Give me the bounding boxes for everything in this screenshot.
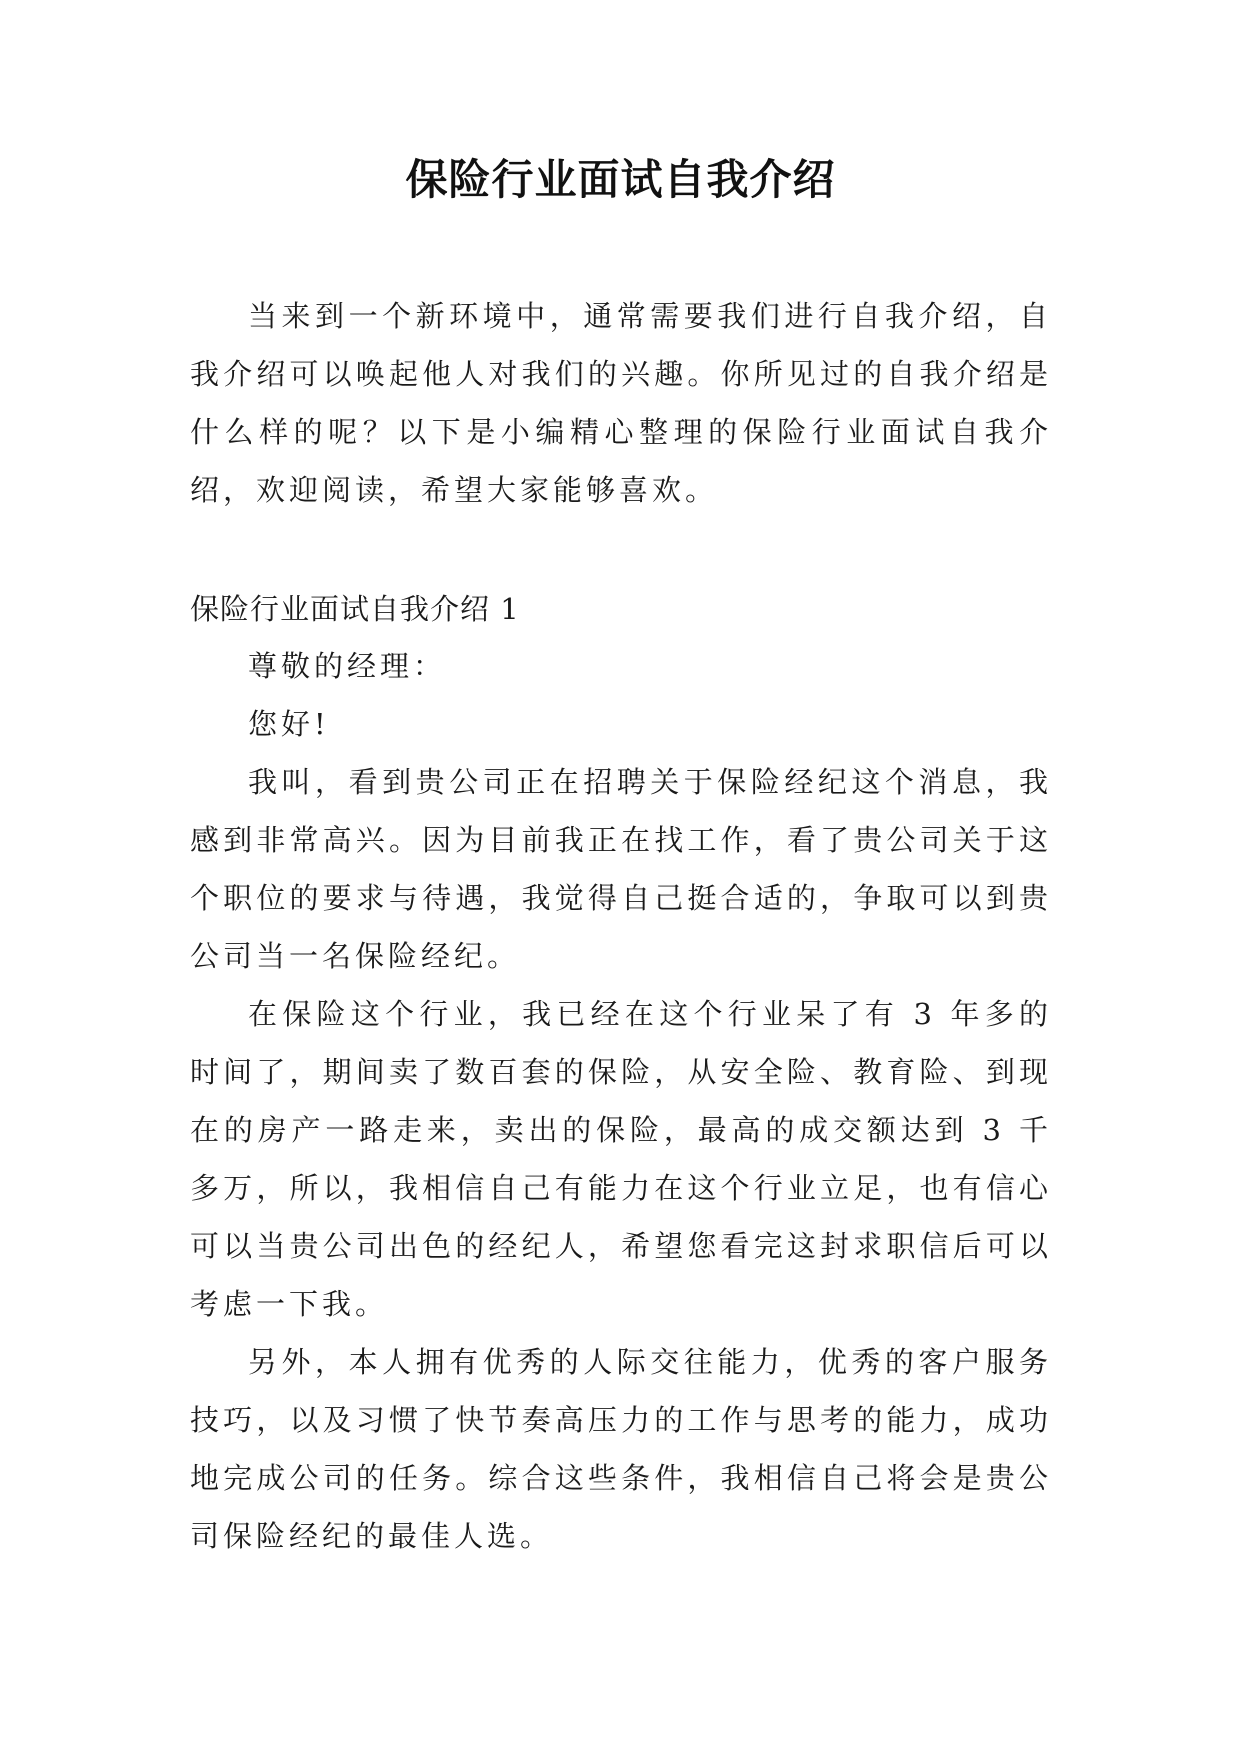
document-title: 保险行业面试自我介绍 — [405, 155, 836, 204]
body-paragraph: 另外，本人拥有优秀的人际交往能力，优秀的客户服务技巧，以及习惯了快节奏高压力的工作与思考的能力，成功地完成公司的任务。综合这些条件，我相信自己将会是贵公司保险经纪的最佳人选。 — [190, 1345, 1052, 1553]
section-heading-container — [190, 580, 1052, 638]
intro-paragraph: 当来到一个新环境中，通常需要我们进行自我介绍，自我介绍可以唤起他人对我们的兴趣。你所见过的自我介绍是什么样的呢？以下是小编精心整理的保险行业面试自我介绍，欢迎阅读，希望大家能够喜欢。 — [190, 299, 1052, 507]
body-paragraph: 在保险这个行业，我已经在这个行业呆了有 3 年多的时间了，期间卖了数百套的保险，从安全险、教育险、到现在的房产一路走来，卖出的保险，最高的成交额达到 3 千多万，所以，我相信自己有能力在这个行业立足，也有信心可以当贵公司出色的经纪人，希望您看完这封求职信后可以考虑一下我。 — [190, 997, 1052, 1321]
letter-body — [190, 637, 1052, 1565]
body-paragraph: 我叫，看到贵公司正在招聘关于保险经纪这个消息，我感到非常高兴。因为目前我正在找工作，看了贵公司关于这个职位的要求与待遇，我觉得自己挺合适的，争取可以到贵公司当一名保险经纪。 — [190, 765, 1052, 973]
intro-section — [190, 287, 1052, 519]
greeting: 您好! — [248, 707, 330, 741]
section-heading: 保险行业面试自我介绍 1 — [190, 592, 520, 626]
salutation: 尊敬的经理： — [248, 649, 447, 683]
